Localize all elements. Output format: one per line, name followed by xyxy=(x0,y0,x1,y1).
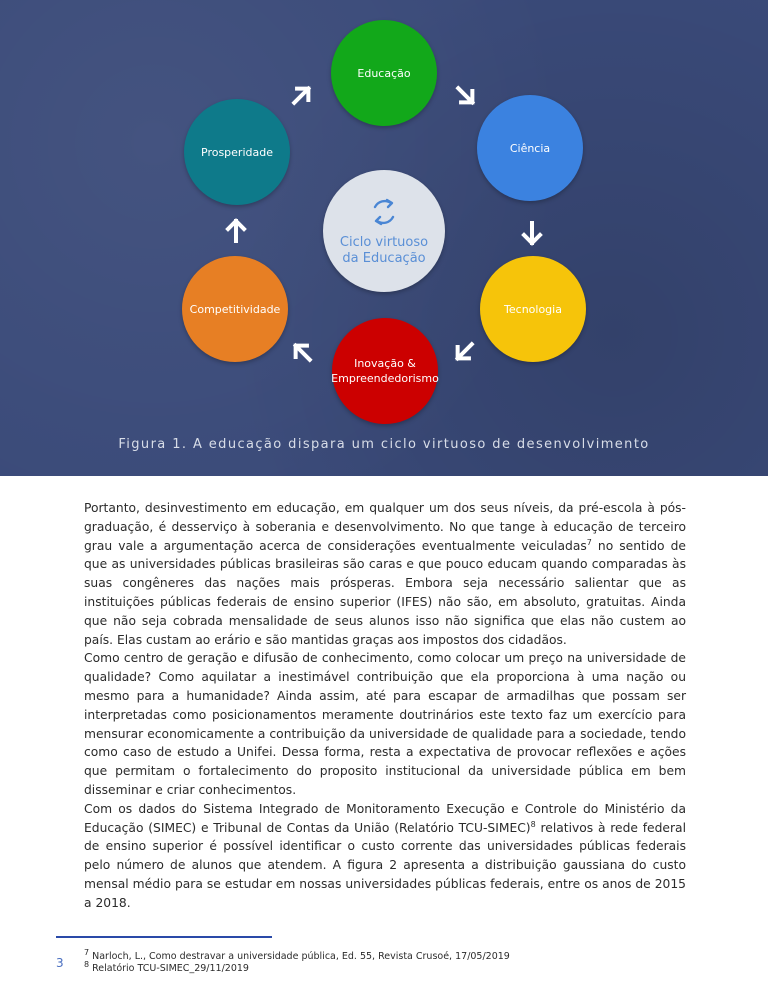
node-inovacao-label: Inovação & Empreendedorismo xyxy=(331,357,439,385)
paragraph-3-part-b: relativos à rede federal de ensino superior é possível identificar o custo corrente das universidades públicas federais pelo número de alunos que atendem. A figura 2 apresenta a distribuição gaussiana do custo mensal médio para se estudar em nossas universidades públicas federais, entre os anos de 2015 a 2018. xyxy=(84,820,686,910)
node-inovacao xyxy=(332,318,438,424)
node-competitividade xyxy=(182,256,288,362)
center-label-line2: da Educação xyxy=(342,251,426,266)
footnote-8-number: 8 xyxy=(84,959,90,969)
page-number: 3 xyxy=(56,956,64,970)
paragraph-3 xyxy=(84,800,686,913)
footnote-7-number: 7 xyxy=(84,947,90,957)
node-tecnologia xyxy=(480,256,586,362)
paragraph-3-part-a: Com os dados do Sistema Integrado de Monitoramento Execução e Controle do Ministério da Educação (SIMEC) e Tribunal de Contas da União (Relatório TCU-SIMEC) xyxy=(84,801,686,835)
cycle-figure xyxy=(0,0,768,476)
cycle-arrows-icon xyxy=(367,195,401,229)
node-ciencia-label: Ciência xyxy=(509,141,551,155)
footnote-8 xyxy=(84,959,510,975)
node-educacao xyxy=(331,20,437,126)
arrow-icon xyxy=(446,76,486,116)
center-node xyxy=(323,170,445,292)
node-ciencia xyxy=(477,95,583,201)
footnote-ref-8: 8 xyxy=(530,819,536,829)
arrow-icon xyxy=(444,332,484,372)
paragraph-1-part-a: Portanto, desinvestimento em educação, em qualquer um dos seus níveis, da pré-escola à pós-graduação, é desserviço à soberania e desenvolvimento. No que tange à educação de terceiro grau vale a argumentação acerca de considerações eventualmente veiculadas xyxy=(84,501,686,553)
footnote-7 xyxy=(84,947,510,963)
node-educacao-label: Educação xyxy=(357,66,411,80)
footnote-ref-7: 7 xyxy=(586,537,592,547)
arrow-icon xyxy=(222,216,250,244)
arrow-icon xyxy=(518,220,546,248)
footnotes xyxy=(84,947,510,974)
node-prosperidade xyxy=(184,99,290,205)
footnote-8-text: Relatório TCU-SIMEC_29/11/2019 xyxy=(92,962,249,974)
center-label-line1: Ciclo virtuoso xyxy=(339,235,429,250)
node-prosperidade-label: Prosperidade xyxy=(201,145,273,159)
footnote-7-text: Narloch, L., Como destravar a universidade pública, Ed. 55, Revista Crusoé, 17/05/2019 xyxy=(92,951,510,962)
node-competitividade-label: Competitividade xyxy=(189,302,281,316)
paragraph-1 xyxy=(84,499,686,649)
body-text xyxy=(84,499,686,913)
paragraph-2: Como centro de geração e difusão de conhecimento, como colocar um preço na universidade de qualidade? Como aquilatar a inestimável contribuição que ela proporciona à uma nação ou mesmo para a humanidade? Ainda assim, até para escapar de armadilhas que possam ser interpretadas como posicionamentos meramente doutrinários este texto faz um exercício para mensurar economicamente a contribuição da universidade de qualidade para a sociedade, tendo como caso de estudo a Unifei. Dessa forma, resta a expectativa de provocar reflexões e ações que permitam o fortalecimento do proposito institucional da universidade pública em bem disseminar e criar conhecimentos. xyxy=(84,651,686,797)
footer-divider xyxy=(56,936,272,938)
figure-caption: Figura 1. A educação dispara um ciclo virtuoso de desenvolvimento xyxy=(118,437,650,452)
arrow-icon xyxy=(282,332,322,372)
node-tecnologia-label: Tecnologia xyxy=(504,302,562,316)
arrow-icon xyxy=(282,75,322,115)
paragraph-1-part-b: no sentido de que as universidades públicas brasileiras são caras e que pouco educam quando comparadas às suas congêneres das nações mais prósperas. Embora seja necessário salientar que as instituições públicas federais de ensino superior (IFES) não são, em absoluto, gratuitas. Ainda que não seja cobrada mensalidade de seus alunos isso não significa que elas não custem ao país. Elas custam ao erário e são mantidas graças aos impostos dos cidadãos. xyxy=(84,538,686,647)
